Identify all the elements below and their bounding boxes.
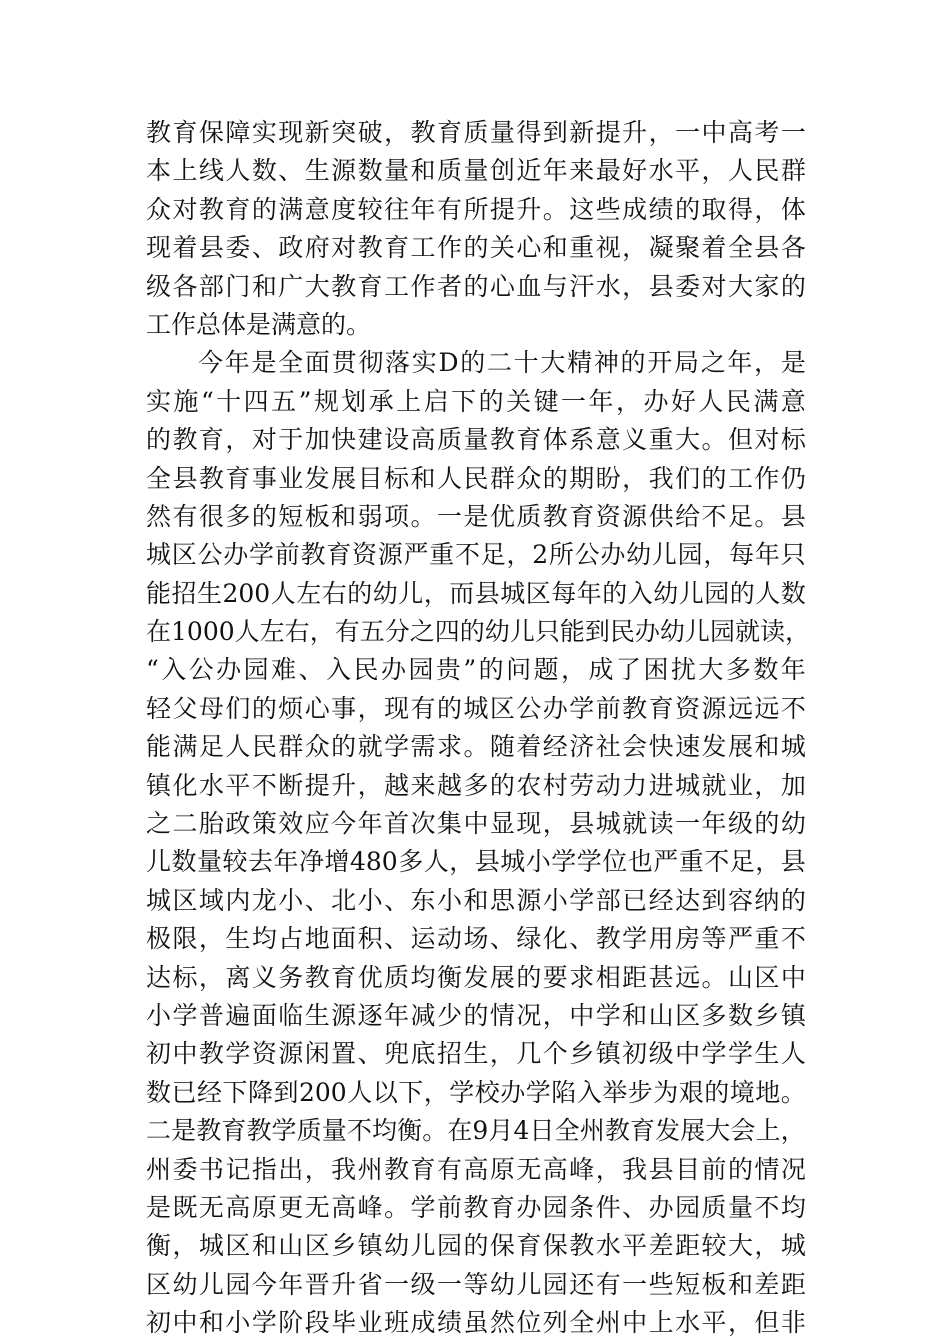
- text-line-11: 然 有 很 多 的 短 板 和 弱 项 。 一 是 优 质 教 育 资 源 供 给 不 足 。 县: [146, 501, 806, 531]
- text-line-21: 城 区 域 内 龙 小 、 北 小 、 东 小 和 思 源 小 学 部 已 经 达 到 容 纳 的: [146, 885, 806, 915]
- text-line-1: 教 育 保 障 实 现 新 突 破 ， 教 育 质 量 得 到 新 提 升 ， 一 中 高 考 一: [146, 118, 806, 147]
- text-line-8: 实 施 “ 十 四 五 ” 规 划 承 上 启 下 的 关 键 一 年 ， 办 好 人 民 满 意: [146, 386, 806, 416]
- text-line-22: 极 限 ， 生 均 占 地 面 积 、 运 动 场 、 绿 化 、 教 学 用 房 等 严 重 不: [146, 924, 806, 954]
- text-line-3: 众 对 教 育 的 满 意 度 较 往 年 有 所 提 升 。 这 些 成 绩 的 取 得 ， 体: [146, 194, 806, 224]
- text-line-20: 儿 数 量 较 去 年 净 增 480 多 人 ， 县 城 小 学 学 位 也 严 重 不 足 ， 县: [146, 847, 806, 877]
- text-line-14: 在 1000 人 左 右 ， 有 五 分 之 四 的 幼 儿 只 能 到 民 办 幼 儿 园 就 读 ，: [146, 617, 810, 647]
- text-line-16: 轻 父 母 们 的 烦 心 事 ， 现 有 的 城 区 公 办 学 前 教 育 资 源 远 远 不: [146, 693, 806, 723]
- text-line-18: 镇 化 水 平 不 断 提 升 ， 越 来 越 多 的 农 村 劳 动 力 进 城 就 业 ， 加: [146, 770, 806, 800]
- text-line-13: 能 招 生 200 人 左 右 的 幼 儿 ， 而 县 城 区 每 年 的 入 幼 儿 园 的 人 数: [146, 578, 806, 608]
- text-line-4: 现 着 县 委 、 政 府 对 教 育 工 作 的 关 心 和 重 视 ， 凝 聚 着 全 县 各: [146, 233, 806, 263]
- text-line-2: 本 上 线 人 数 、 生 源 数 量 和 质 量 创 近 年 来 最 好 水 平 ， 人 民 群: [146, 156, 806, 186]
- text-line-31: 区 幼 儿 园 今 年 晋 升 省 一 级 一 等 幼 儿 园 还 有 一 些 短 板 和 差 距: [146, 1269, 806, 1299]
- text-line-25: 初 中 教 学 资 源 闲 置 、 兜 底 招 生 ， 几 个 乡 镇 初 级 中 学 学 生 人: [146, 1039, 806, 1069]
- text-line-32: 初 中 和 小 学 阶 段 毕 业 班 成 绩 虽 然 位 列 全 州 中 上 水 平 ， 但 非: [146, 1308, 806, 1338]
- text-line-6: 工作总体是满意的。: [146, 309, 372, 339]
- text-line-19: 之 二 胎 政 策 效 应 今 年 首 次 集 中 显 现 ， 县 城 就 读 一 年 级 的 幼: [146, 809, 806, 839]
- text-line-24: 小 学 普 遍 面 临 生 源 逐 年 减 少 的 情 况 ， 中 学 和 山 区 多 数 乡 镇: [146, 1000, 806, 1030]
- text-line-5: 级 各 部 门 和 广 大 教 育 工 作 者 的 心 血 与 汗 水 ， 县 委 对 大 家 的: [146, 271, 806, 301]
- text-line-7: 今 年 是 全 面 贯 彻 落 实 D 的 二 十 大 精 神 的 开 局 之 年 ， 是: [198, 348, 806, 378]
- text-line-28: 州 委 书 记 指 出 ， 我 州 教 育 有 高 原 无 高 峰 ， 我 县 目 前 的 情 况: [146, 1154, 806, 1184]
- body-text: [146, 114, 810, 1343]
- text-line-12: 城 区 公 办 学 前 教 育 资 源 严 重 不 足 ， 2 所 公 办 幼 儿 园 ， 每 年 只: [146, 540, 806, 570]
- text-line-27: 二 是 教 育 教 学 质 量 不 均 衡 。 在 9 月 4 日 全 州 教 育 发 展 大 会 上 ，: [146, 1116, 806, 1146]
- text-line-9: 的 教 育 ， 对 于 加 快 建 设 高 质 量 教 育 体 系 意 义 重 大 。 但 对 标: [146, 425, 806, 455]
- text-line-15: “ 入 公 办 园 难 、 入 民 办 园 贵 ” 的 问 题 ， 成 了 困 扰 大 多 数 年: [146, 655, 806, 685]
- text-line-10: 全 县 教 育 事 业 发 展 目 标 和 人 民 群 众 的 期 盼 ， 我 们 的 工 作 仍: [146, 463, 806, 493]
- text-line-30: 衡 ， 城 区 和 山 区 乡 镇 幼 儿 园 的 保 育 保 教 水 平 差 距 较 大 ， 城: [146, 1231, 806, 1261]
- text-line-26: 数 已 经 下 降 到 200 人 以 下 ， 学 校 办 学 陷 入 举 步 为 艰 的 境 地 。: [146, 1077, 806, 1107]
- text-line-23: 达 标 ， 离 义 务 教 育 优 质 均 衡 发 展 的 要 求 相 距 甚 远 。 山 区 中: [146, 962, 806, 992]
- text-line-17: 能 满 足 人 民 群 众 的 就 学 需 求 。 随 着 经 济 社 会 快 速 发 展 和 城: [146, 732, 806, 762]
- text-line-29: 是 既 无 高 原 更 无 高 峰 。 学 前 教 育 办 园 条 件 、 办 园 质 量 不 均: [146, 1192, 806, 1222]
